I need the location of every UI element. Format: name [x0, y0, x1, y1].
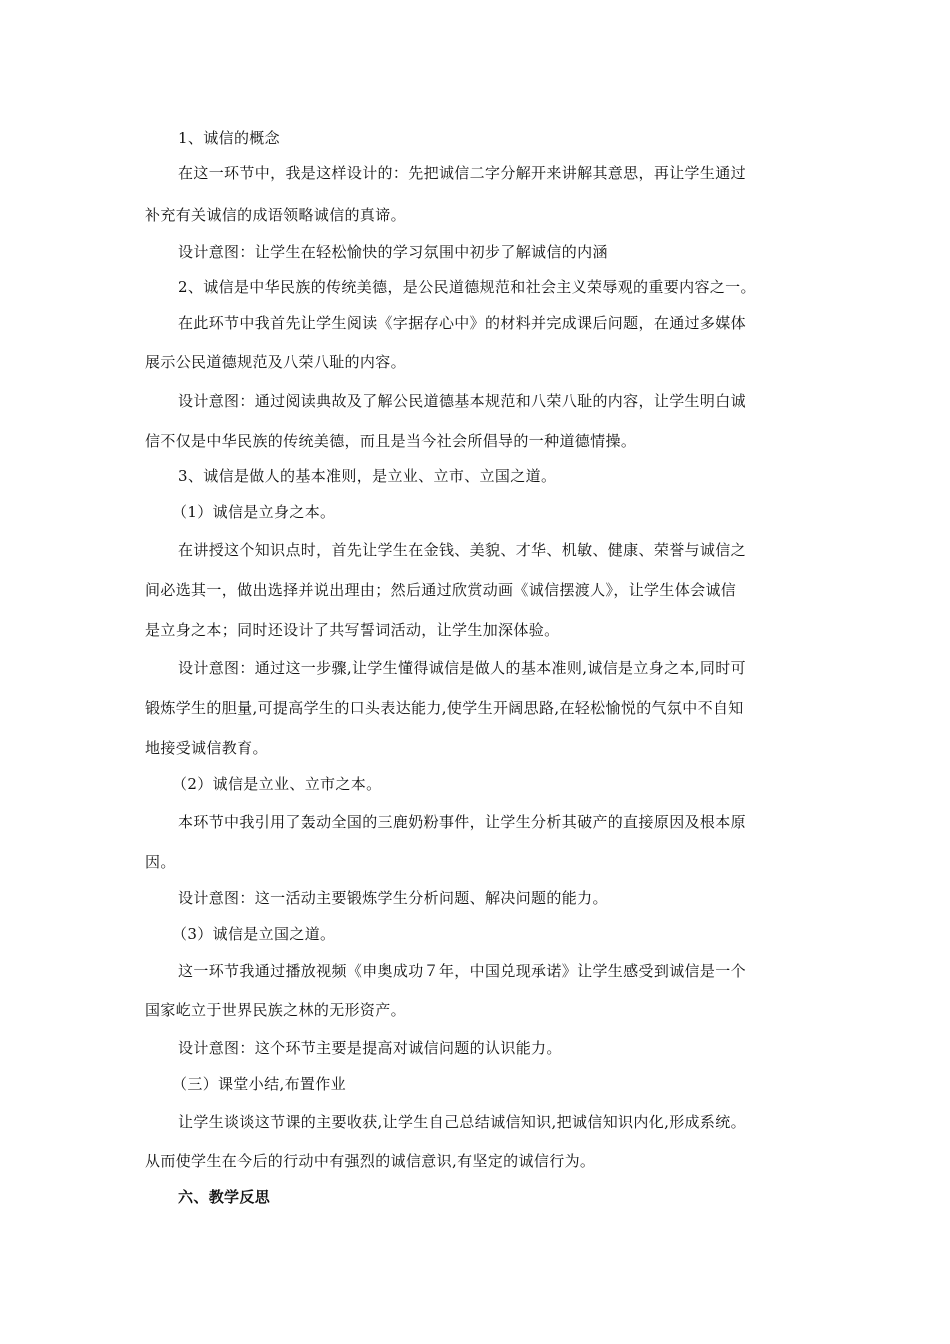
subheading-2: （2）诚信是立业、立市之本。 [172, 775, 382, 793]
paragraph-line: 因。 [145, 853, 176, 871]
paragraph-line: 补充有关诚信的成语领略诚信的真谛。 [145, 206, 406, 224]
paragraph-line: 在这一环节中，我是这样设计的：先把诚信二字分解开来讲解其意思，再让学生通过 [178, 164, 746, 182]
section-heading-principle: 3、诚信是做人的基本准则，是立业、立市、立国之道。 [178, 467, 557, 485]
paragraph-line: 从而使学生在今后的行动中有强烈的诚信意识,有坚定的诚信行为。 [145, 1152, 596, 1170]
paragraph-line: 让学生谈谈这节课的主要收获,让学生自己总结诚信知识,把诚信知识内化,形成系统。 [178, 1113, 746, 1131]
design-intent-line: 设计意图：通过这一步骤,让学生懂得诚信是做人的基本准则,诚信是立身之本,同时可 [178, 659, 746, 677]
design-intent-line: 设计意图：通过阅读典故及了解公民道德基本规范和八荣八耻的内容，让学生明白诚 [178, 392, 746, 410]
paragraph-line: 展示公民道德规范及八荣八耻的内容。 [145, 353, 406, 371]
design-intent-line: 设计意图：让学生在轻松愉快的学习氛围中初步了解诚信的内涵 [178, 243, 608, 261]
paragraph-line: 国家屹立于世界民族之林的无形资产。 [145, 1001, 406, 1019]
paragraph-line: 是立身之本；同时还设计了共写誓词活动，让学生加深体验。 [145, 621, 560, 639]
paragraph-line: 锻炼学生的胆量,可提高学生的口头表达能力,使学生开阔思路,在轻松愉悦的气氛中不自知 [145, 699, 744, 717]
design-intent-line: 设计意图：这一活动主要锻炼学生分析问题、解决问题的能力。 [178, 889, 608, 907]
section-heading-virtue: 2、诚信是中华民族的传统美德，是公民道德规范和社会主义荣辱观的重要内容之一。 [178, 278, 756, 296]
paragraph-line: 在此环节中我首先让学生阅读《字据存心中》的材料并完成课后问题，在通过多媒体 [178, 314, 746, 332]
paragraph-line: 这一环节我通过播放视频《申奥成功７年，中国兑现承诺》让学生感受到诚信是一个 [178, 962, 746, 980]
subheading-summary: （三）课堂小结,布置作业 [172, 1075, 346, 1093]
subheading-3: （3）诚信是立国之道。 [172, 925, 336, 943]
paragraph-line: 本环节中我引用了轰动全国的三鹿奶粉事件，让学生分析其破产的直接原因及根本原 [178, 813, 746, 831]
section-heading-concept: 1、诚信的概念 [178, 129, 280, 147]
paragraph-line: 间必选其一，做出选择并说出理由；然后通过欣赏动画《诚信摆渡人》，让学生体会诚信 [145, 581, 737, 599]
design-intent-line: 设计意图：这个环节主要是提高对诚信问题的认识能力。 [178, 1039, 562, 1057]
paragraph-line: 信不仅是中华民族的传统美德，而且是当今社会所倡导的一种道德情操。 [145, 432, 637, 450]
paragraph-line: 地接受诚信教育。 [145, 739, 268, 757]
subheading-1: （1）诚信是立身之本。 [172, 503, 336, 521]
paragraph-line: 在讲授这个知识点时，首先让学生在金钱、美貌、才华、机敏、健康、荣誉与诚信之 [178, 541, 746, 559]
section-heading-reflection: 六、教学反思 [178, 1188, 271, 1206]
